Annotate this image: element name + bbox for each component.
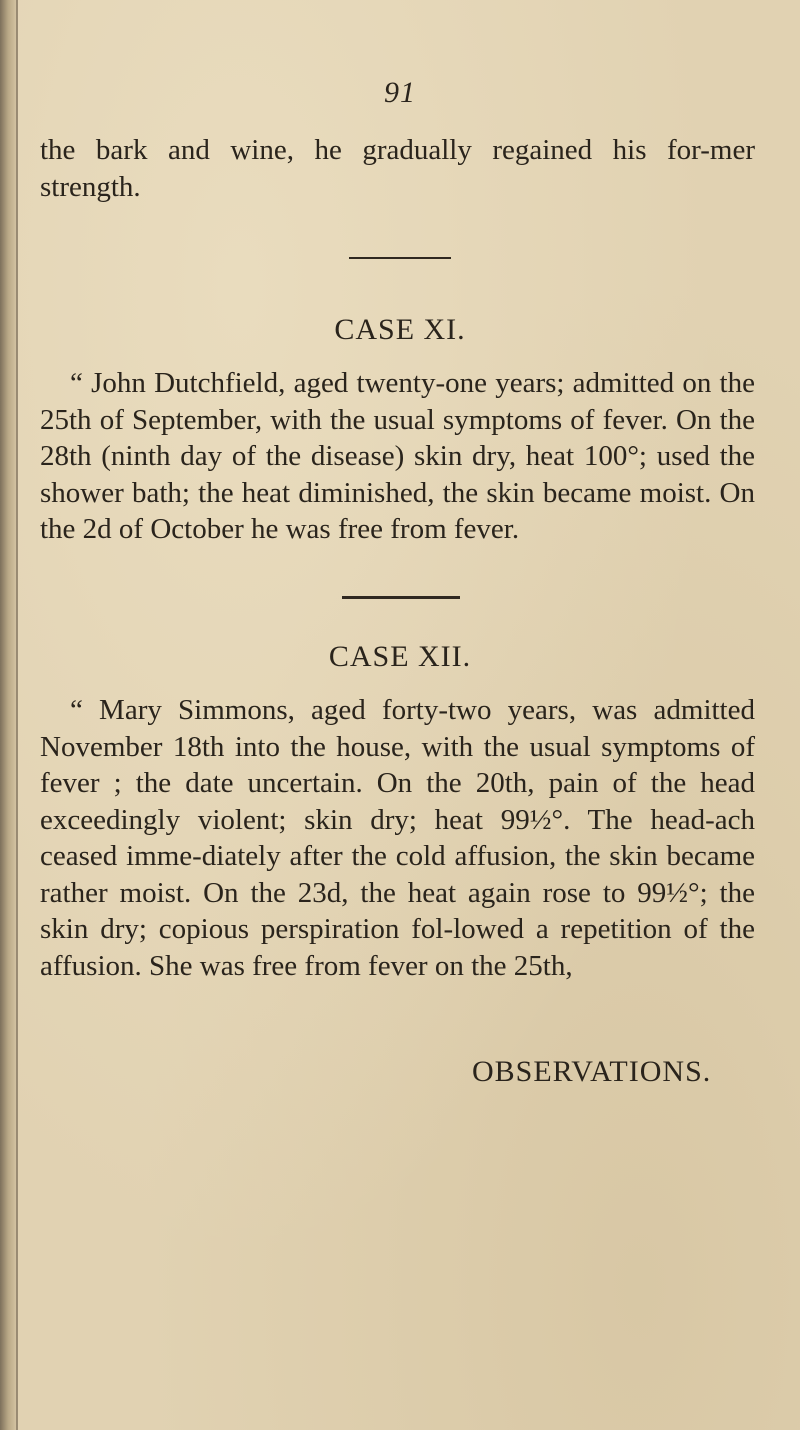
gutter-shadow-line — [16, 0, 18, 1430]
section-divider — [342, 596, 460, 599]
catchword: OBSERVATIONS. — [472, 1055, 712, 1088]
case-xii-paragraph: “ Mary Simmons, aged forty-two years, was admitted November 18th into the house, with the usual symptoms of fever ; the date uncertain. On the 20th, pain of the head exceedingly violent; skin dry; heat 99½°. The head-ach ceased imme-diately after the cold affusion, the skin became rather moist. On the 23d, the heat again rose to 99½°; the skin dry; copious perspiration fol-lowed a repetition of the affusion. She was free from fever on the 25th, — [40, 694, 755, 982]
section-divider — [349, 257, 451, 259]
continuation-paragraph: the bark and wine, he gradually regained his for-mer strength. — [40, 134, 755, 203]
case-xii-heading: CASE XII. — [328, 640, 472, 673]
case-xi-heading: CASE XI. — [334, 313, 466, 346]
case-xi-paragraph: “ John Dutchfield, aged twenty-one years; admitted on the 25th of September, with the usual symptoms of fever. On the 28th (ninth day of the disease) skin dry, heat 100°; used the shower bath; the heat diminished, the skin became moist. On the 2d of October he was free from fever. — [40, 367, 755, 545]
page-number: 91 — [384, 76, 416, 109]
